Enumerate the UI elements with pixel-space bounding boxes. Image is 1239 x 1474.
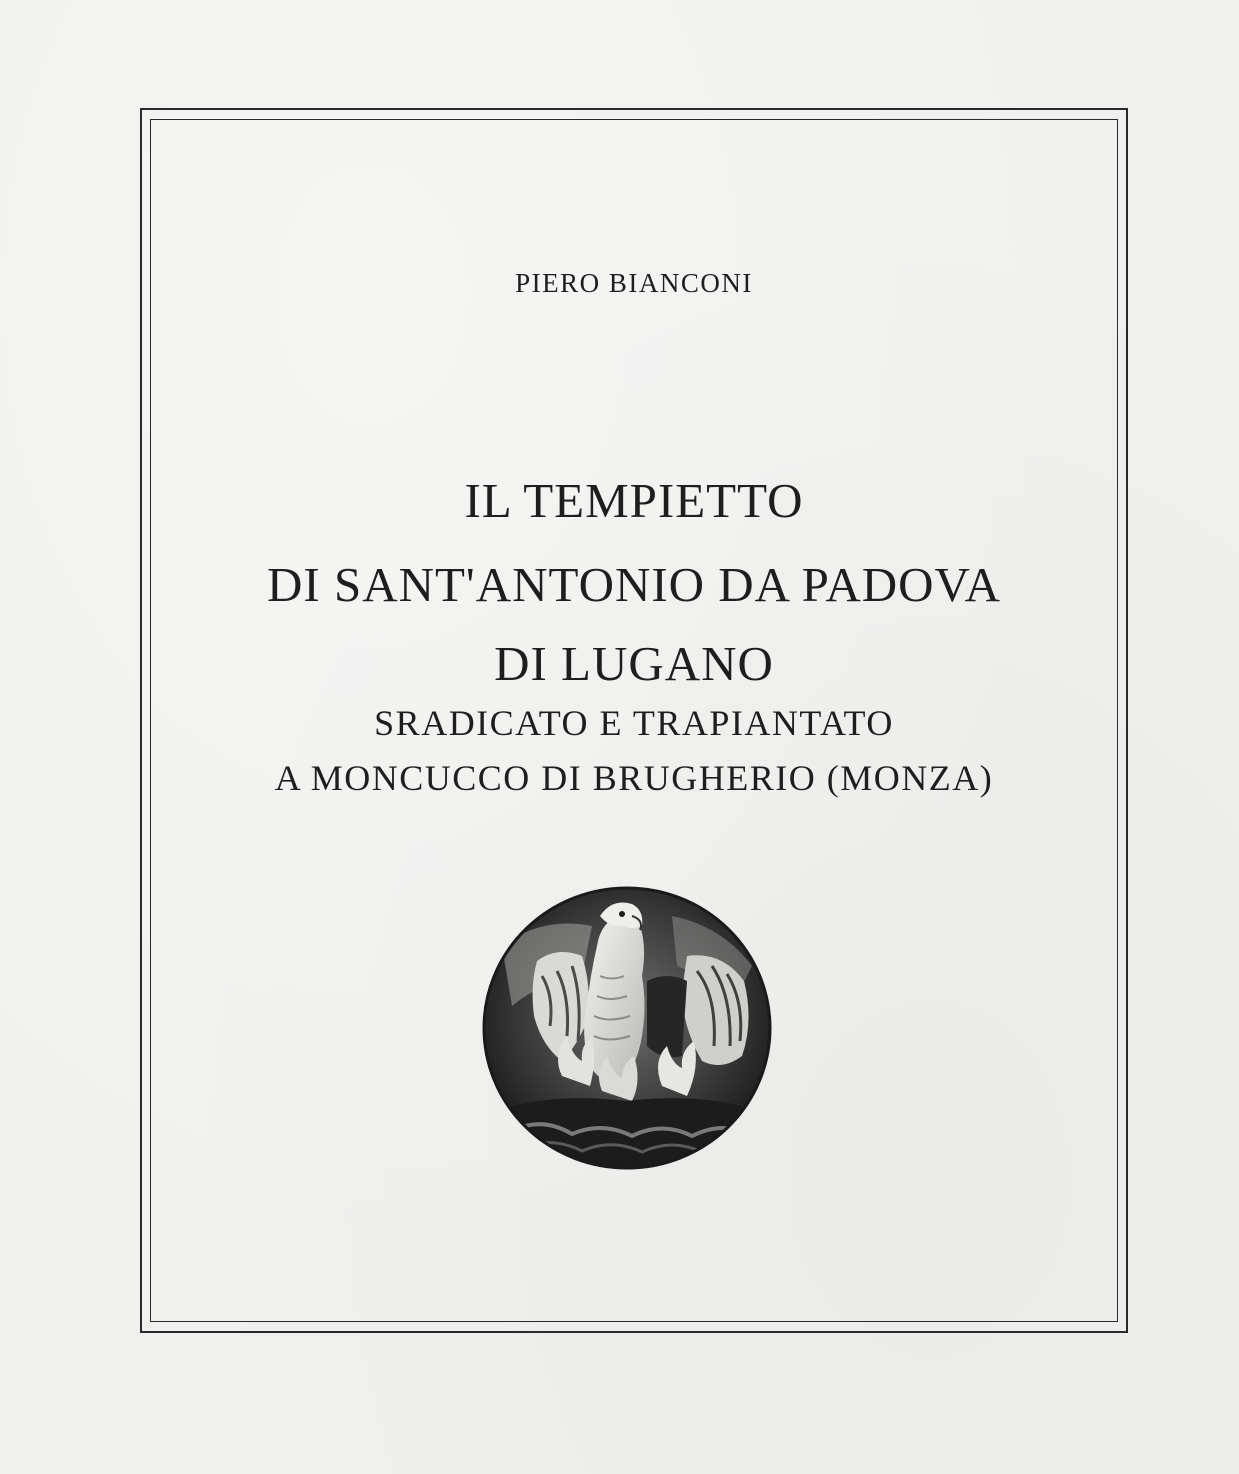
- title-line-1: IL TEMPIETTO: [464, 473, 804, 528]
- title-line-3: DI LUGANO: [494, 636, 774, 691]
- title-line-2: DI SANT'ANTONIO DA PADOVA: [267, 557, 1001, 612]
- subtitle-line-1: SRADICATO E TRAPIANTATO: [374, 703, 894, 743]
- subtitle-line-2: A MONCUCCO DI BRUGHERIO (MONZA): [274, 758, 994, 798]
- author-name: PIERO BIANCONI: [515, 268, 753, 298]
- eagle-medallion-icon: [482, 886, 772, 1170]
